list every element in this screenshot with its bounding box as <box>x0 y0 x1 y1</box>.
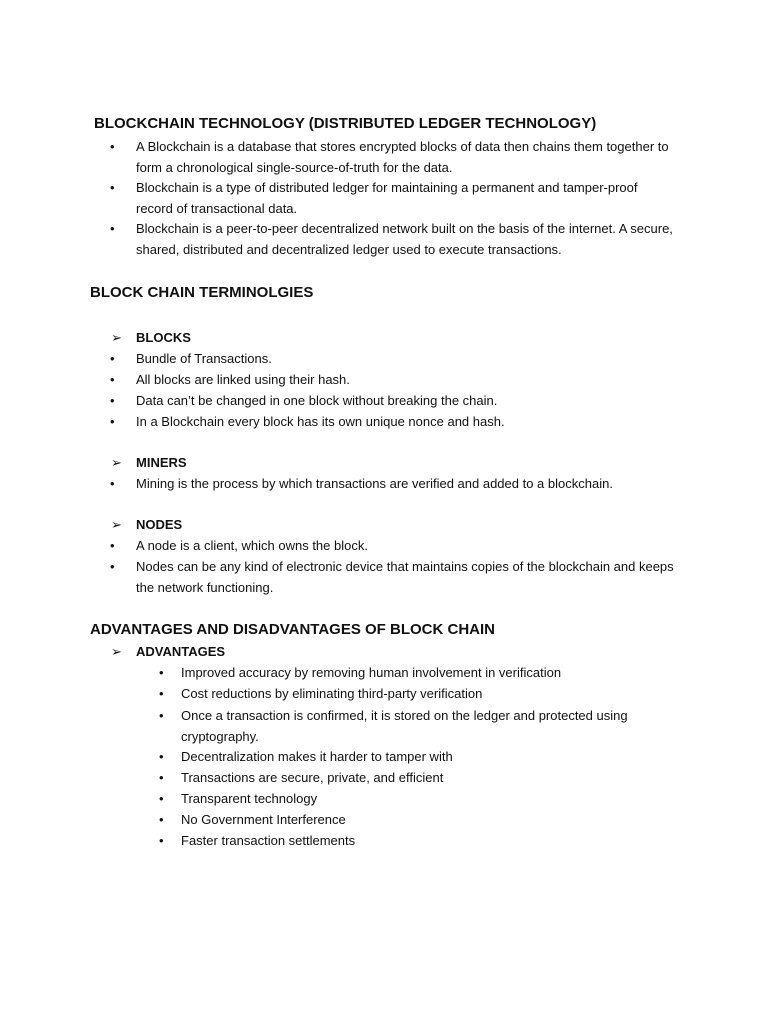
list-item: • Transparent technology <box>181 788 681 809</box>
bullet-icon: • <box>110 538 115 553</box>
arrow-icon: ➢ <box>111 455 122 470</box>
list-item: • In a Blockchain every block has its own unique nonce and hash. <box>136 411 676 432</box>
bullet-icon: • <box>159 665 164 680</box>
subheading-miners: ➢ MINERS <box>136 452 187 473</box>
bullet-icon: • <box>110 393 115 408</box>
bullet-icon: • <box>159 812 164 827</box>
bullet-icon: • <box>110 351 115 366</box>
arrow-icon: ➢ <box>111 644 122 659</box>
bullet-icon: • <box>159 833 164 848</box>
bullet-icon: • <box>110 221 115 236</box>
bullet-icon: • <box>110 139 115 154</box>
bullet-icon: • <box>159 770 164 785</box>
arrow-icon: ➢ <box>111 330 122 345</box>
list-item: • Cost reductions by eliminating third-party verification <box>181 683 681 704</box>
bullet-icon: • <box>159 686 164 701</box>
list-item: • No Government Interference <box>181 809 681 830</box>
list-item: • Decentralization makes it harder to tamper with <box>181 746 681 767</box>
bullet-icon: • <box>159 708 164 723</box>
bullet-icon: • <box>110 559 115 574</box>
list-item: • Mining is the process by which transactions are verified and added to a blockchain. <box>136 473 676 494</box>
list-item: • Improved accuracy by removing human involvement in verification <box>181 662 681 683</box>
section-title-advantages-disadvantages: ADVANTAGES AND DISADVANTAGES OF BLOCK CHAIN <box>90 621 495 638</box>
subheading-nodes: ➢ NODES <box>136 514 182 535</box>
list-item: • Bundle of Transactions. <box>136 348 676 369</box>
bullet-icon: • <box>110 372 115 387</box>
list-item: • Data can’t be changed in one block without breaking the chain. <box>136 390 676 411</box>
list-item: • Transactions are secure, private, and efficient <box>181 767 681 788</box>
section-title-terminologies: BLOCK CHAIN TERMINOLGIES <box>90 284 314 301</box>
bullet-icon: • <box>110 414 115 429</box>
list-item: • A Blockchain is a database that stores encrypted blocks of data then chains them together to form a chronological single-source-of-truth for the data. <box>136 136 676 178</box>
bullet-icon: • <box>159 791 164 806</box>
list-item: • Faster transaction settlements <box>181 830 681 851</box>
bullet-icon: • <box>110 180 115 195</box>
list-item: • A node is a client, which owns the block. <box>136 535 676 556</box>
arrow-icon: ➢ <box>111 517 122 532</box>
list-item: • Nodes can be any kind of electronic device that maintains copies of the blockchain and keeps the network functioning. <box>136 556 676 598</box>
subheading-blocks: ➢ BLOCKS <box>136 327 191 348</box>
bullet-icon: • <box>159 749 164 764</box>
section-title-blockchain-technology: BLOCKCHAIN TECHNOLOGY (DISTRIBUTED LEDGER TECHNOLOGY) <box>94 115 597 132</box>
list-item: • All blocks are linked using their hash. <box>136 369 676 390</box>
list-item: • Once a transaction is confirmed, it is stored on the ledger and protected using cryptography. <box>181 705 681 747</box>
list-item: • Blockchain is a type of distributed ledger for maintaining a permanent and tamper-proof record of transactional data. <box>136 177 676 219</box>
bullet-icon: • <box>110 476 115 491</box>
list-item: • Blockchain is a peer-to-peer decentralized network built on the basis of the internet. A secure, shared, distributed and decentralized ledger used to execute transactions. <box>136 218 676 260</box>
subheading-advantages: ➢ ADVANTAGES <box>136 641 225 662</box>
